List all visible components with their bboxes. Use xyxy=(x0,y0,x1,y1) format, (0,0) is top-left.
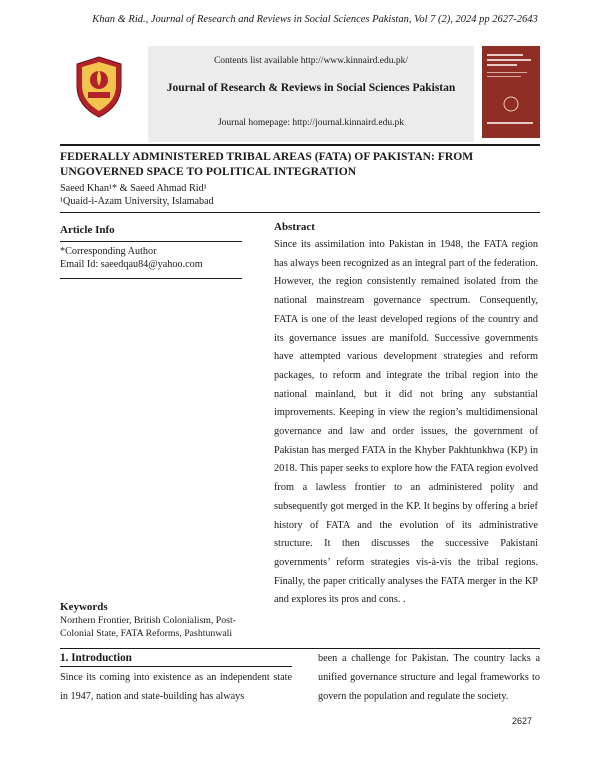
journal-homepage-link[interactable]: Journal homepage: http://journal.kinnaird.edu.pk xyxy=(217,118,404,128)
article-info-divider xyxy=(60,241,242,242)
author-affiliation: ¹Quaid-i-Azam University, Islamabad xyxy=(60,196,214,207)
introduction-heading: 1. Introduction xyxy=(60,652,132,664)
page-number: 2627 xyxy=(512,716,533,726)
article-info-heading: Article Info xyxy=(60,224,115,236)
university-crest-logo xyxy=(74,56,124,118)
introduction-divider xyxy=(60,666,292,667)
abstract-text: Since its assimilation into Pakistan in 1948, the FATA region has always been recognized as an integral part of the federation. However, the region consistently remained isolated from the national mainstream governance spectrum. Consequently, FATA is one of the least developed regions of the country and its governance issues are manifold. Successive governments have attempted various development strategies and reform packages, to reform and integrate the tribal region into the national mainland, but it did not bring any substantial improvements. Keeping in view the region’s multidimensional governance and law and order issues, the government of Pakistan has merged FATA in the Khyber Pakhtunkhwa (KP) in 2018. This paper seeks to explore how the FATA region evolved from a lawless frontier to an administered polity and subsequently got merged in the KP. It begins by offering a brief history of FATA and the evolution of its administrative structure. It then discusses the successive Pakistani governments’ reform strategies vis-à-vis the tribal regions. Finally, the paper critically analyses the FATA merger in the KP and explores its pros and cons. . xyxy=(274,239,538,606)
running-header: Khan & Rid., Journal of Research and Reviews in Social Sciences Pakistan, Vol 7 (2), 2024 pp 2627-2643 xyxy=(92,14,538,25)
middle-divider xyxy=(60,212,540,213)
contents-list-link[interactable]: Contents list available http://www.kinnaird.edu.pk/ xyxy=(213,56,409,66)
author-email[interactable]: Email Id: saeedqau84@yahoo.com xyxy=(60,259,203,270)
journal-name: Journal of Research & Reviews in Social Sciences Pakistan xyxy=(166,82,456,94)
introduction-text-left-column: Since its coming into existence as an independent state in 1947, nation and state-building has always xyxy=(60,672,292,702)
article-authors: Saeed Khan¹* & Saeed Ahmad Rid¹ xyxy=(60,183,207,194)
article-info-bottom-divider xyxy=(60,278,242,279)
abstract-heading: Abstract xyxy=(274,221,315,233)
corresponding-author-note: *Corresponding Author xyxy=(60,246,157,257)
keywords-heading: Keywords xyxy=(60,601,108,613)
keywords-list: Northern Frontier, British Colonialism, Post-Colonial State, FATA Reforms, Pashtunwali xyxy=(60,615,236,639)
journal-banner xyxy=(148,46,474,142)
journal-cover-thumbnail xyxy=(482,46,540,138)
introduction-text-right-column: been a challenge for Pakistan. The country lacks a unified governance structure and legal frameworks to govern the population and regulate the society. xyxy=(318,653,540,702)
top-divider xyxy=(60,144,540,146)
article-title: FEDERALLY ADMINISTERED TRIBAL AREAS (FATA) OF PAKISTAN: FROM UNGOVERNED SPACE TO POLITICAL INTEGRATION xyxy=(60,150,474,178)
